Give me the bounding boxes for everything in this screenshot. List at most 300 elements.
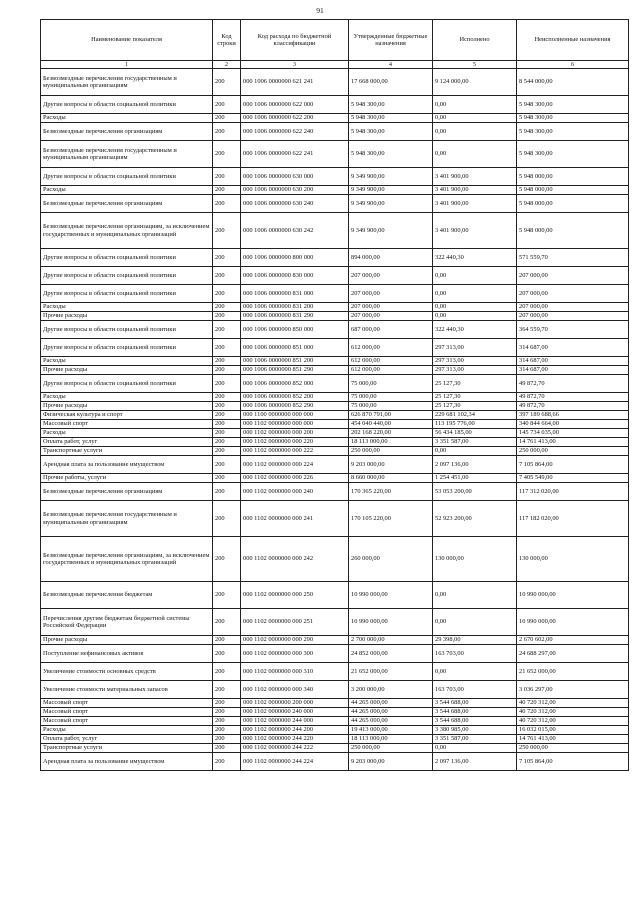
row-line-code: 200: [213, 447, 241, 456]
row-executed: 3 351 587,00: [433, 735, 517, 744]
row-executed: 3 401 900,00: [433, 213, 517, 249]
row-approved: 626 870 791,00: [349, 411, 433, 420]
row-remaining: 117 312 020,00: [517, 483, 629, 501]
row-line-code: 200: [213, 537, 241, 582]
row-indicator-name: Другие вопросы в области социальной политики: [41, 267, 213, 285]
row-budget-code: 000 1102 0000000 200 000: [241, 699, 349, 708]
row-line-code: 200: [213, 411, 241, 420]
row-executed: 3 544 688,00: [433, 699, 517, 708]
row-line-code: 200: [213, 420, 241, 429]
row-budget-code: 000 1102 0000000 000 290: [241, 636, 349, 645]
row-executed: 3 544 688,00: [433, 717, 517, 726]
row-budget-code: 000 1102 0000000 000 200: [241, 429, 349, 438]
row-executed: 0,00: [433, 744, 517, 753]
row-line-code: 200: [213, 699, 241, 708]
row-indicator-name: Расходы: [41, 429, 213, 438]
row-approved: 250 000,00: [349, 447, 433, 456]
header-budget-code: Код расхода по бюджетной классификации: [241, 20, 349, 61]
row-remaining: 7 105 864,00: [517, 456, 629, 474]
row-indicator-name: Оплата работ, услуг: [41, 735, 213, 744]
row-remaining: 130 000,00: [517, 537, 629, 582]
row-approved: 18 113 000,00: [349, 735, 433, 744]
row-remaining: 5 948 300,00: [517, 96, 629, 114]
row-approved: 8 660 000,00: [349, 474, 433, 483]
row-line-code: 200: [213, 141, 241, 168]
row-remaining: 49 872,70: [517, 393, 629, 402]
row-budget-code: 000 1006 0000000 630 242: [241, 213, 349, 249]
row-budget-code: 000 1006 0000000 851 200: [241, 357, 349, 366]
row-indicator-name: Безвозмездные перечисления организациям, за исключением государственных и муниципальных организаций: [41, 213, 213, 249]
row-approved: 454 040 440,00: [349, 420, 433, 429]
column-number: 5: [433, 61, 517, 69]
row-line-code: 200: [213, 285, 241, 303]
row-line-code: 200: [213, 186, 241, 195]
table-row: [41, 114, 629, 123]
header-line-code: Код строки: [213, 20, 241, 61]
row-remaining: 10 990 000,00: [517, 582, 629, 609]
row-executed: 2 097 136,00: [433, 753, 517, 771]
table-row: [41, 141, 629, 168]
row-executed: 25 127,30: [433, 393, 517, 402]
table-row: [41, 186, 629, 195]
column-number: 2: [213, 61, 241, 69]
row-approved: 9 349 900,00: [349, 186, 433, 195]
row-approved: 44 265 000,00: [349, 708, 433, 717]
row-approved: 17 668 000,00: [349, 69, 433, 96]
row-budget-code: 000 1006 0000000 831 000: [241, 285, 349, 303]
row-line-code: 200: [213, 582, 241, 609]
row-indicator-name: Расходы: [41, 303, 213, 312]
row-indicator-name: Другие вопросы в области социальной политики: [41, 285, 213, 303]
row-budget-code: 000 1006 0000000 851 290: [241, 366, 349, 375]
table-row: [41, 744, 629, 753]
row-line-code: 200: [213, 357, 241, 366]
row-remaining: 314 687,00: [517, 357, 629, 366]
table-row: [41, 753, 629, 771]
row-remaining: 40 720 312,00: [517, 699, 629, 708]
row-executed: 52 923 200,00: [433, 501, 517, 537]
table-row: [41, 645, 629, 663]
row-indicator-name: Безвозмездные перечисления государственным и муниципальным организациям: [41, 69, 213, 96]
header-remaining: Неисполненные назначения: [517, 20, 629, 61]
row-line-code: 200: [213, 402, 241, 411]
row-line-code: 200: [213, 375, 241, 393]
row-line-code: 200: [213, 717, 241, 726]
row-approved: 687 000,00: [349, 321, 433, 339]
row-budget-code: 000 1006 0000000 852 290: [241, 402, 349, 411]
row-remaining: 397 189 688,66: [517, 411, 629, 420]
row-remaining: 5 948 300,00: [517, 141, 629, 168]
row-executed: 297 313,00: [433, 366, 517, 375]
row-approved: 5 948 300,00: [349, 114, 433, 123]
row-indicator-name: Увеличение стоимости основных средств: [41, 663, 213, 681]
row-executed: 0,00: [433, 267, 517, 285]
row-indicator-name: Расходы: [41, 726, 213, 735]
row-remaining: 364 559,70: [517, 321, 629, 339]
row-indicator-name: Безвозмездные перечисления бюджетам: [41, 582, 213, 609]
header-approved: Утвержденные бюджетные назначения: [349, 20, 433, 61]
row-remaining: 8 544 000,00: [517, 69, 629, 96]
row-budget-code: 000 1102 0000000 000 220: [241, 438, 349, 447]
table-row: [41, 402, 629, 411]
row-executed: 3 544 688,00: [433, 708, 517, 717]
row-remaining: 207 000,00: [517, 312, 629, 321]
row-budget-code: 000 1102 0000000 000 224: [241, 456, 349, 474]
row-executed: 0,00: [433, 123, 517, 141]
row-line-code: 200: [213, 312, 241, 321]
table-row: [41, 429, 629, 438]
row-remaining: 5 948 300,00: [517, 123, 629, 141]
column-number: 3: [241, 61, 349, 69]
row-approved: 10 990 000,00: [349, 609, 433, 636]
row-executed: 2 097 136,00: [433, 456, 517, 474]
row-approved: 260 000,00: [349, 537, 433, 582]
row-approved: 207 000,00: [349, 303, 433, 312]
header-indicator-name: Наименование показателя: [41, 20, 213, 61]
row-budget-code: 000 1006 0000000 850 000: [241, 321, 349, 339]
row-budget-code: 000 1100 0000000 000 000: [241, 411, 349, 420]
row-indicator-name: Расходы: [41, 186, 213, 195]
row-indicator-name: Другие вопросы в области социальной политики: [41, 375, 213, 393]
page-number: 91: [316, 6, 324, 15]
row-indicator-name: Безвозмездные перечисления организациям: [41, 195, 213, 213]
row-line-code: 200: [213, 456, 241, 474]
table-row: [41, 69, 629, 96]
table-row: [41, 303, 629, 312]
table-row: [41, 681, 629, 699]
row-budget-code: 000 1006 0000000 630 000: [241, 168, 349, 186]
row-indicator-name: Массовый спорт: [41, 420, 213, 429]
row-indicator-name: Расходы: [41, 114, 213, 123]
table-row: [41, 411, 629, 420]
row-approved: 9 203 000,00: [349, 753, 433, 771]
row-executed: 0,00: [433, 303, 517, 312]
table-row: [41, 393, 629, 402]
row-executed: 0,00: [433, 663, 517, 681]
row-remaining: 340 844 664,00: [517, 420, 629, 429]
row-remaining: 145 734 035,00: [517, 429, 629, 438]
row-executed: 130 000,00: [433, 537, 517, 582]
row-approved: 19 413 000,00: [349, 726, 433, 735]
row-approved: 9 349 900,00: [349, 168, 433, 186]
row-approved: 612 000,00: [349, 366, 433, 375]
row-approved: 170 105 220,00: [349, 501, 433, 537]
row-line-code: 200: [213, 708, 241, 717]
column-number-row: [41, 61, 629, 69]
row-remaining: 571 559,70: [517, 249, 629, 267]
row-remaining: 250 000,00: [517, 744, 629, 753]
row-line-code: 200: [213, 321, 241, 339]
row-line-code: 200: [213, 195, 241, 213]
row-line-code: 200: [213, 168, 241, 186]
row-executed: 3 401 900,00: [433, 195, 517, 213]
row-executed: 113 195 776,00: [433, 420, 517, 429]
row-remaining: 5 948 000,00: [517, 168, 629, 186]
row-indicator-name: Безвозмездные перечисления государственным и муниципальным организациям: [41, 501, 213, 537]
table-row: [41, 582, 629, 609]
row-indicator-name: Массовый спорт: [41, 699, 213, 708]
row-line-code: 200: [213, 393, 241, 402]
table-row: [41, 96, 629, 114]
row-line-code: 200: [213, 501, 241, 537]
row-line-code: 200: [213, 366, 241, 375]
row-budget-code: 000 1102 0000000 000 242: [241, 537, 349, 582]
row-executed: 0,00: [433, 141, 517, 168]
row-executed: 3 401 900,00: [433, 186, 517, 195]
row-executed: 25 127,30: [433, 402, 517, 411]
row-indicator-name: Прочие расходы: [41, 402, 213, 411]
table-row: [41, 438, 629, 447]
table-row: [41, 663, 629, 681]
row-line-code: 200: [213, 438, 241, 447]
row-budget-code: 000 1006 0000000 622 200: [241, 114, 349, 123]
column-number: 1: [41, 61, 213, 69]
header-row: [41, 20, 629, 61]
row-approved: 9 349 900,00: [349, 195, 433, 213]
column-number: 6: [517, 61, 629, 69]
column-number: 4: [349, 61, 433, 69]
row-line-code: 200: [213, 735, 241, 744]
row-budget-code: 000 1006 0000000 622 000: [241, 96, 349, 114]
row-budget-code: 000 1006 0000000 630 200: [241, 186, 349, 195]
row-remaining: 49 872,70: [517, 402, 629, 411]
table-row: [41, 168, 629, 186]
row-remaining: 49 872,70: [517, 375, 629, 393]
table-row: [41, 501, 629, 537]
row-indicator-name: Поступление нефинансовых активов: [41, 645, 213, 663]
row-approved: 75 000,00: [349, 375, 433, 393]
row-indicator-name: Арендная плата за пользование имуществом: [41, 456, 213, 474]
table-row: [41, 312, 629, 321]
row-approved: 5 948 300,00: [349, 96, 433, 114]
row-budget-code: 000 1006 0000000 622 240: [241, 123, 349, 141]
row-line-code: 200: [213, 645, 241, 663]
row-remaining: 24 688 297,00: [517, 645, 629, 663]
row-remaining: 5 948 000,00: [517, 213, 629, 249]
row-indicator-name: Прочие работы, услуги: [41, 474, 213, 483]
row-indicator-name: Транспортные услуги: [41, 744, 213, 753]
row-budget-code: 000 1006 0000000 852 000: [241, 375, 349, 393]
row-remaining: 207 000,00: [517, 267, 629, 285]
row-remaining: 5 948 000,00: [517, 186, 629, 195]
row-executed: 322 440,30: [433, 249, 517, 267]
row-budget-code: 000 1006 0000000 622 241: [241, 141, 349, 168]
row-executed: 163 703,00: [433, 681, 517, 699]
table-row: [41, 609, 629, 636]
row-executed: 322 440,30: [433, 321, 517, 339]
table-row: [41, 447, 629, 456]
row-executed: 9 124 000,00: [433, 69, 517, 96]
row-approved: 21 652 000,00: [349, 663, 433, 681]
row-executed: 3 351 587,00: [433, 438, 517, 447]
row-remaining: 117 182 020,00: [517, 501, 629, 537]
row-remaining: 207 000,00: [517, 285, 629, 303]
row-line-code: 200: [213, 249, 241, 267]
table-row: [41, 213, 629, 249]
row-remaining: 314 687,00: [517, 339, 629, 357]
row-executed: 163 703,00: [433, 645, 517, 663]
row-indicator-name: Безвозмездные перечисления государственным и муниципальным организациям: [41, 141, 213, 168]
row-approved: 75 000,00: [349, 402, 433, 411]
table-row: [41, 474, 629, 483]
table-row: [41, 357, 629, 366]
row-indicator-name: Расходы: [41, 357, 213, 366]
table-row: [41, 456, 629, 474]
row-indicator-name: Транспортные услуги: [41, 447, 213, 456]
row-line-code: 200: [213, 303, 241, 312]
row-executed: 0,00: [433, 285, 517, 303]
table-row: [41, 285, 629, 303]
row-executed: 229 681 102,34: [433, 411, 517, 420]
row-indicator-name: Другие вопросы в области социальной политики: [41, 96, 213, 114]
table-row: [41, 636, 629, 645]
row-indicator-name: Безвозмездные перечисления организациям: [41, 483, 213, 501]
row-budget-code: 000 1102 0000000 244 224: [241, 753, 349, 771]
row-approved: 2 700 000,00: [349, 636, 433, 645]
row-indicator-name: Физическая культура и спорт: [41, 411, 213, 420]
row-indicator-name: Другие вопросы в области социальной политики: [41, 339, 213, 357]
row-approved: 207 000,00: [349, 312, 433, 321]
row-executed: 53 053 200,00: [433, 483, 517, 501]
row-line-code: 200: [213, 474, 241, 483]
row-line-code: 200: [213, 339, 241, 357]
row-indicator-name: Другие вопросы в области социальной политики: [41, 249, 213, 267]
row-line-code: 200: [213, 114, 241, 123]
row-indicator-name: Оплата работ, услуг: [41, 438, 213, 447]
row-budget-code: 000 1102 0000000 000 226: [241, 474, 349, 483]
row-remaining: 207 000,00: [517, 303, 629, 312]
row-approved: 207 000,00: [349, 285, 433, 303]
table-row: [41, 717, 629, 726]
header-executed: Исполнено: [433, 20, 517, 61]
row-indicator-name: Прочие расходы: [41, 312, 213, 321]
table-row: [41, 708, 629, 717]
row-line-code: 200: [213, 753, 241, 771]
row-line-code: 200: [213, 663, 241, 681]
row-budget-code: 000 1006 0000000 630 240: [241, 195, 349, 213]
row-executed: 3 380 985,00: [433, 726, 517, 735]
row-remaining: 14 761 413,00: [517, 438, 629, 447]
row-remaining: 40 720 312,00: [517, 708, 629, 717]
row-remaining: 250 000,00: [517, 447, 629, 456]
row-executed: 0,00: [433, 114, 517, 123]
row-approved: 5 948 300,00: [349, 141, 433, 168]
row-remaining: 7 405 549,00: [517, 474, 629, 483]
row-approved: 612 000,00: [349, 339, 433, 357]
row-line-code: 200: [213, 123, 241, 141]
row-budget-code: 000 1006 0000000 830 000: [241, 267, 349, 285]
row-approved: 18 113 000,00: [349, 438, 433, 447]
row-indicator-name: Перечисления другим бюджетам бюджетной системы Российской Федерации: [41, 609, 213, 636]
row-budget-code: 000 1102 0000000 000 251: [241, 609, 349, 636]
row-approved: 894 000,00: [349, 249, 433, 267]
row-budget-code: 000 1006 0000000 851 000: [241, 339, 349, 357]
row-indicator-name: Расходы: [41, 393, 213, 402]
row-executed: 0,00: [433, 96, 517, 114]
row-approved: 44 265 000,00: [349, 699, 433, 708]
row-approved: 3 200 000,00: [349, 681, 433, 699]
row-budget-code: 000 1102 0000000 244 000: [241, 717, 349, 726]
row-indicator-name: Массовый спорт: [41, 708, 213, 717]
row-remaining: 5 948 000,00: [517, 195, 629, 213]
row-executed: 29 398,00: [433, 636, 517, 645]
row-indicator-name: Массовый спорт: [41, 717, 213, 726]
row-line-code: 200: [213, 681, 241, 699]
table-row: [41, 123, 629, 141]
row-indicator-name: Увеличение стоимости материальных запасов: [41, 681, 213, 699]
row-indicator-name: Другие вопросы в области социальной политики: [41, 168, 213, 186]
row-indicator-name: Безвозмездные перечисления организациям: [41, 123, 213, 141]
row-budget-code: 000 1102 0000000 244 220: [241, 735, 349, 744]
row-remaining: 40 720 312,00: [517, 717, 629, 726]
row-budget-code: 000 1102 0000000 240 000: [241, 708, 349, 717]
row-budget-code: 000 1006 0000000 852 200: [241, 393, 349, 402]
row-remaining: 16 032 015,00: [517, 726, 629, 735]
row-budget-code: 000 1102 0000000 000 240: [241, 483, 349, 501]
table-row: [41, 267, 629, 285]
table-body: [41, 69, 629, 771]
row-executed: 56 434 185,00: [433, 429, 517, 438]
row-approved: 9 349 900,00: [349, 213, 433, 249]
row-line-code: 200: [213, 213, 241, 249]
table-row: [41, 735, 629, 744]
row-executed: 1 254 451,00: [433, 474, 517, 483]
row-line-code: 200: [213, 609, 241, 636]
row-approved: 250 000,00: [349, 744, 433, 753]
row-budget-code: 000 1102 0000000 000 000: [241, 420, 349, 429]
row-indicator-name: Другие вопросы в области социальной политики: [41, 321, 213, 339]
row-approved: 5 948 300,00: [349, 123, 433, 141]
row-budget-code: 000 1006 0000000 831 290: [241, 312, 349, 321]
row-line-code: 200: [213, 267, 241, 285]
row-remaining: 7 105 864,00: [517, 753, 629, 771]
row-remaining: 314 687,00: [517, 366, 629, 375]
table-row: [41, 726, 629, 735]
table-row: [41, 249, 629, 267]
row-indicator-name: Прочие расходы: [41, 366, 213, 375]
row-budget-code: 000 1006 0000000 621 241: [241, 69, 349, 96]
row-approved: 170 365 220,00: [349, 483, 433, 501]
row-approved: 9 203 000,00: [349, 456, 433, 474]
row-remaining: 2 670 602,00: [517, 636, 629, 645]
table-row: [41, 483, 629, 501]
row-executed: 0,00: [433, 447, 517, 456]
row-budget-code: 000 1102 0000000 000 241: [241, 501, 349, 537]
row-executed: 297 313,00: [433, 339, 517, 357]
row-approved: 202 168 220,00: [349, 429, 433, 438]
row-executed: 25 127,30: [433, 375, 517, 393]
row-executed: 3 401 900,00: [433, 168, 517, 186]
table-row: [41, 420, 629, 429]
row-remaining: 21 652 000,00: [517, 663, 629, 681]
row-remaining: 10 990 000,00: [517, 609, 629, 636]
table-row: [41, 375, 629, 393]
row-line-code: 200: [213, 483, 241, 501]
row-budget-code: 000 1102 0000000 244 222: [241, 744, 349, 753]
row-line-code: 200: [213, 96, 241, 114]
row-remaining: 5 948 300,00: [517, 114, 629, 123]
row-budget-code: 000 1102 0000000 000 340: [241, 681, 349, 699]
row-budget-code: 000 1102 0000000 000 300: [241, 645, 349, 663]
row-executed: 0,00: [433, 312, 517, 321]
row-line-code: 200: [213, 744, 241, 753]
row-budget-code: 000 1102 0000000 000 222: [241, 447, 349, 456]
row-budget-code: 000 1102 0000000 000 250: [241, 582, 349, 609]
row-approved: 75 000,00: [349, 393, 433, 402]
row-budget-code: 000 1006 0000000 800 000: [241, 249, 349, 267]
table-row: [41, 339, 629, 357]
row-approved: 207 000,00: [349, 267, 433, 285]
